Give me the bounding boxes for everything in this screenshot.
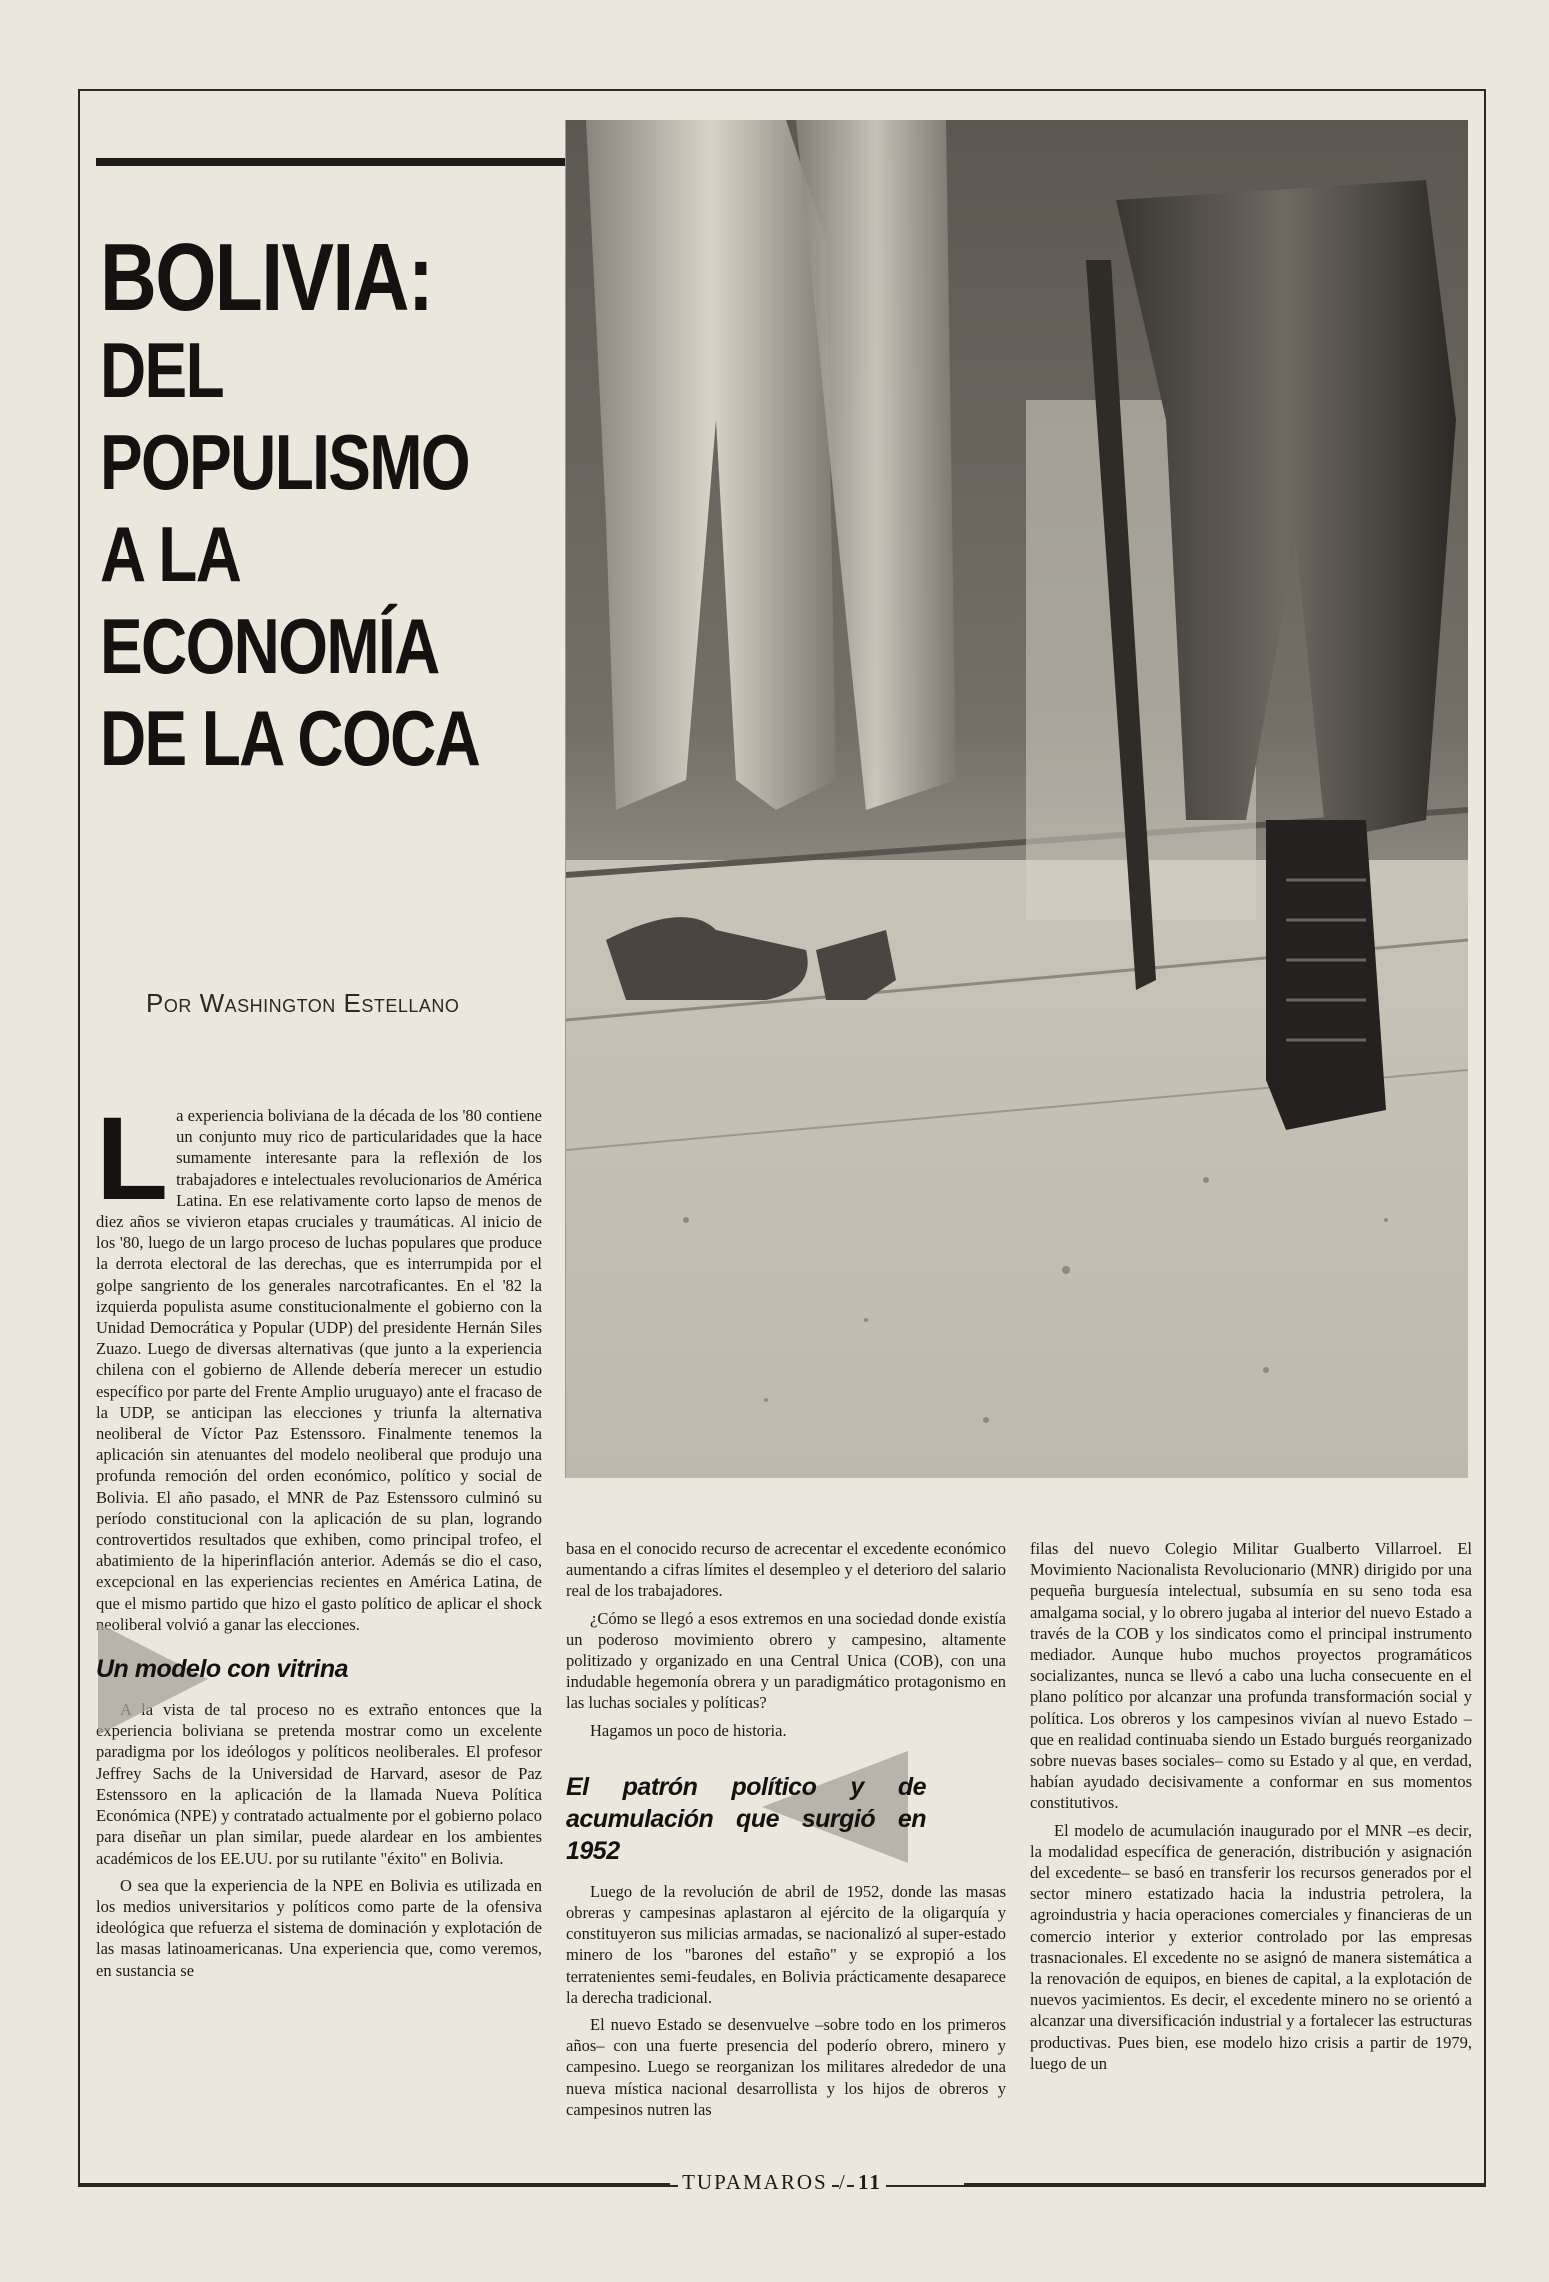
column-3 [1030,1538,1472,2080]
footer-rule-right [964,2183,1484,2185]
photo-illustration [566,120,1468,1478]
subhead-1 [96,1653,542,1685]
article-headline [100,224,485,784]
drop-cap: L [96,1093,169,1225]
headline-line-5: ECONOMÍA [100,602,439,690]
footer-separator: / [838,2170,847,2194]
subhead-1-text: Un modelo con vitrina [96,1655,349,1684]
headline-line-3: POPULISMO [100,418,470,506]
col2-paragraph-2: ¿Cómo se llegó a esos extremos en una sociedad donde existía un poderoso movimiento obrero y campesino, altamente politizado y organizado en una Central Unica (COB), con una indudable hegemonía obrera y un paradigmático protagonismo en las luchas sociales y políticas? [566,1608,1006,1713]
col3-paragraph-2: El modelo de acumulación inaugurado por el MNR –es decir, la modalidad específica de generación, distribución y asignación del excedente– se basó en transferir los recursos generados por el sector minero estatizado hacia la industria petrolera, la agroindustria y hacia operaciones comerciales y financieras de un comercio interior y exterior controlado por las empresas trasnacionales. El excedente no se asignó de manera sistemática a la renovación de equipos, en bienes de capital, a la explotación de nuevos yacimientos. Es decir, el excedente minero no se orientó a alcanzar una diversificación industrial y a fortalecer las estructuras productivas. Pues bien, ese modelo hizo crisis a partir de 1979, luego de un [1030,1820,1472,2073]
headline-line-1: BOLIVIA: [100,224,433,331]
headline-line-4: A LA [100,510,241,598]
headline-rule [96,158,566,166]
publication-name: TUPAMAROS [678,2170,832,2194]
column-2 [566,1538,1006,2126]
article-photo [565,120,1468,1478]
intro-text: a experiencia boliviana de la década de los '80 contiene un conjunto muy rico de particularidades que la hace sumamente interesante para la reflexión de los trabajadores e intelectuales revolucionarios de América Latina. En ese relativamente corto lapso de menos de diez años se vivieron etapas cruciales y traumáticas. Al inicio de los '80, luego de un largo proceso de luchas populares que produce la derrota electoral de las derechas, que es interrumpida por el golpe sangriento de los generales narcotraficantes. En el '82 la izquierda populista asume constitucionalmente el gobierno con la Unidad Democrática y Popular (UDP) del presidente Hernán Siles Zuazo. Luego de diversas alternativas (que junto a la experiencia chilena con el gobierno de Allende debería merecer un estudio específico por parte del Frente Amplio uruguayo) ante el fracaso de la UDP, se anticipan las elecciones y triunfa la alternativa neoliberal de Víctor Paz Estenssoro. Finalmente tenemos la aplicación sin atenuantes del modelo neoliberal que produjo una profunda remoción del orden económico, político y social de Bolivia. El año pasado, el MNR de Paz Estenssoro culminó su período constitucional con la aplicación de su plan, logrando controvertidos resultados que exhiben, como principal trofeo, el abatimiento de la hiperinflación anterior. Además se dio el caso, excepcional en las experiencias recientes en América Latina, de que el mismo partido que hizo el gasto político de aplicar el shock neoliberal volvió a ganar las elecciones. [96,1106,542,1634]
intro-paragraph [96,1093,542,1635]
col2-paragraph-4: Luego de la revolución de abril de 1952, donde las masas obreras y campesinas aplastaron al ejército de la oligarquía y constituyeron sus milicias armadas, se nacionalizó al super-estado minero de los "barones del estaño" y se expropió a los terratenientes semi-feudales, en Bolivia prácticamente desaparece la derecha tradicional. [566,1881,1006,2007]
col2-paragraph-1: basa en el conocido recurso de acrecentar el excedente económico aumentando a cifras límites el desempleo y el deterioro del salario real de los trabajadores. [566,1539,1006,1601]
byline [146,988,546,1019]
col1-paragraph-2: A la vista de tal proceso no es extraño entonces que la experiencia boliviana se pretenda mostrar como un excelente paradigma por los ideólogos y políticos neoliberales. El profesor Jeffrey Sachs de la Universidad de Harvard, asesor de Paz Estenssoro en la aplicación de la llamada Nueva Política Económica (NPE) y contratado actualmente por el gobierno polaco para diseñar un plan similar, puede alardear en los ambientes académicos de los EE.UU. por su rutilante "éxito" en Bolivia. [96,1700,542,1868]
subhead-2 [566,1771,1006,1867]
byline-text: Por Washington Estellano [146,988,460,1018]
page-number: 11 [854,2170,886,2194]
subhead-2-text: El patrón político y de acumulación que surgió en 1952 [566,1772,926,1865]
page-footer [78,2170,1486,2195]
footer-rule-left [80,2183,670,2185]
col3-paragraph-1: filas del nuevo Colegio Militar Gualberto Villarroel. El Movimiento Nacionalista Revolucionario (MNR) dirigido por una pequeña burguesía intelectual, subsumía en su seno toda esa amalgama social, y lo obrero jugaba al interior del nuevo Estado a través de la COB y los sindicatos como el principal instrumento mediador. Aunque hubo muchos proyectos programáticos socializantes, nunca se llevó a cabo una lucha consecuente en el plano político por alcanzar una profunda transformación social y política. Los obreros y los campesinos vivían al nuevo Estado –que en realidad continuaba siendo un Estado burgués reorganizado sobre nuevas bases sociales– como su Estado y al que, en verdad, habían ayudado decisivamente a conformar en sus momentos constitutivos. [1030,1539,1472,1813]
column-1 [96,1093,542,1987]
headline-line-6: DE LA COCA [100,694,480,782]
col2-paragraph-3: Hagamos un poco de historia. [590,1720,787,1740]
headline-line-2: DEL [100,326,223,414]
col2-paragraph-5: El nuevo Estado se desenvuelve –sobre todo en los primeros años– con una fuerte presencia del poderío obrero, minero y campesino. Luego se reorganizan los militares alrededor de una nueva mística nacional desarrollista y los hijos de obreros y campesinos nutren las [566,2015,1006,2119]
col1-paragraph-3: O sea que la experiencia de la NPE en Bolivia es utilizada en los medios universitarios y políticos como parte de la ofensiva ideológica que refuerza el sistema de dominación y explotación de las masas latinoamericanas. Una experiencia que, como veremos, en sustancia se [96,1875,542,1980]
